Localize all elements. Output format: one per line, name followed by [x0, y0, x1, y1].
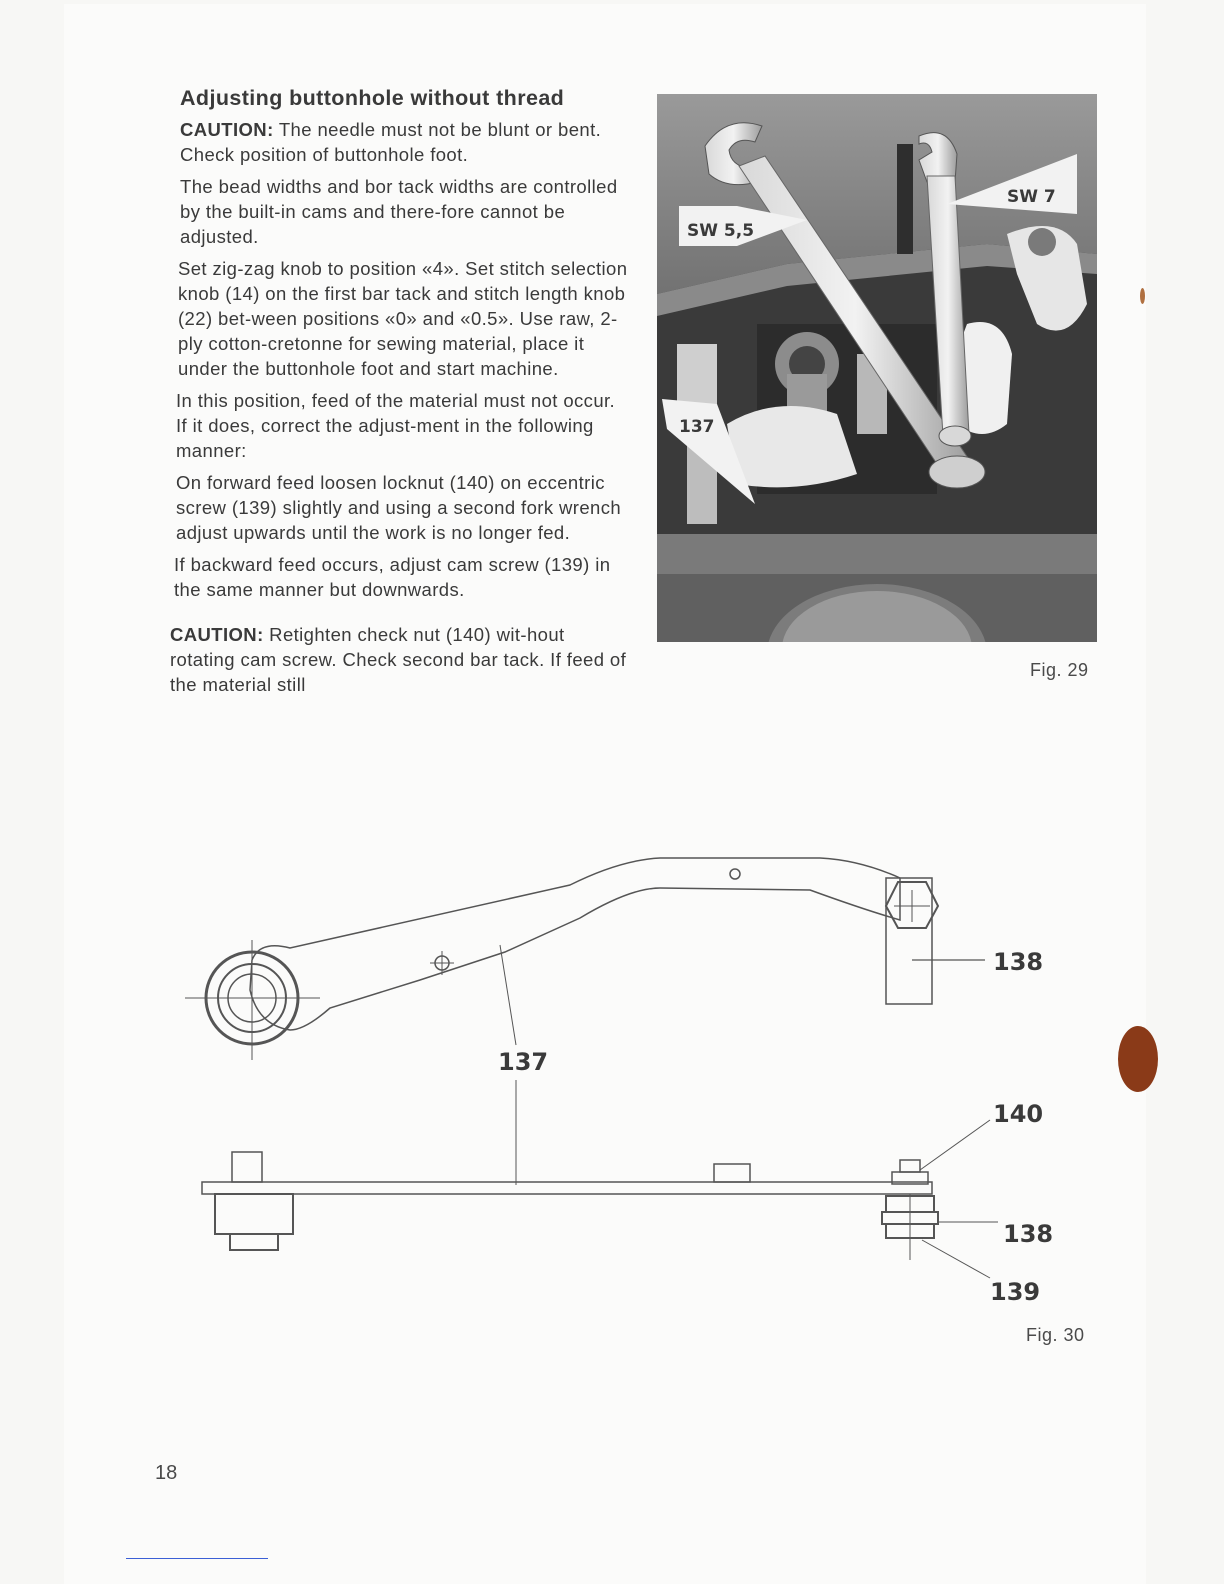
figure-30-drawing	[160, 830, 1060, 1310]
figure-29-caption: Fig. 29	[1030, 660, 1089, 680]
caution-paragraph-2	[170, 622, 630, 697]
callout-137: 137	[498, 1048, 549, 1076]
stain-mark	[1118, 1026, 1158, 1092]
paragraph-widths: The bead widths and bor tack widths are controlled by the built-in cams and there-fore cannot be adjusted.	[180, 176, 618, 247]
callout-140: 140	[993, 1100, 1044, 1128]
callout-139: 139	[990, 1278, 1041, 1306]
footer-rule	[126, 1558, 268, 1559]
section-heading: Adjusting buttonhole without thread	[180, 86, 565, 110]
caution-paragraph-1	[170, 117, 630, 167]
label-137-photo: 137	[679, 417, 715, 437]
stain-mark	[1140, 288, 1145, 304]
caution-text: Retighten check nut (140) wit-hout rotating cam screw. Check second bar tack. If feed of the material still	[170, 624, 627, 695]
caution-text: The needle must not be blunt or bent. Check position of buttonhole foot.	[180, 119, 602, 165]
figure-29-photo	[657, 94, 1097, 642]
caution-label: CAUTION:	[170, 624, 264, 645]
caution-label: CAUTION:	[180, 119, 274, 140]
paragraph-backward-feed: If backward feed occurs, adjust cam screw (139) in the same manner but downwards.	[174, 554, 611, 600]
label-sw7: SW 7	[1007, 187, 1056, 207]
page-number: 18	[155, 1462, 178, 1484]
callout-138-top: 138	[993, 948, 1044, 976]
label-sw55: SW 5,5	[687, 221, 755, 241]
paragraph-setup: Set zig-zag knob to position «4». Set stitch selection knob (14) on the first bar tack and stitch length knob (22) bet-ween positions «0» and «0.5». Use raw, 2-ply cotton-cretonne for sewing material, place it under the buttonhole foot and start machine.	[178, 258, 628, 379]
figure-30-caption: Fig. 30	[1026, 1325, 1085, 1345]
callout-138-bottom: 138	[1003, 1220, 1054, 1248]
instruction-text	[170, 86, 630, 704]
paragraph-forward-feed: On forward feed loosen locknut (140) on eccentric screw (139) slightly and using a second fork wrench adjust upwards until the work is no longer fed.	[176, 472, 622, 543]
paragraph-position: In this position, feed of the material must not occur. If it does, correct the adjust-ment in the following manner:	[176, 390, 616, 461]
lever-top-view	[250, 858, 900, 1030]
